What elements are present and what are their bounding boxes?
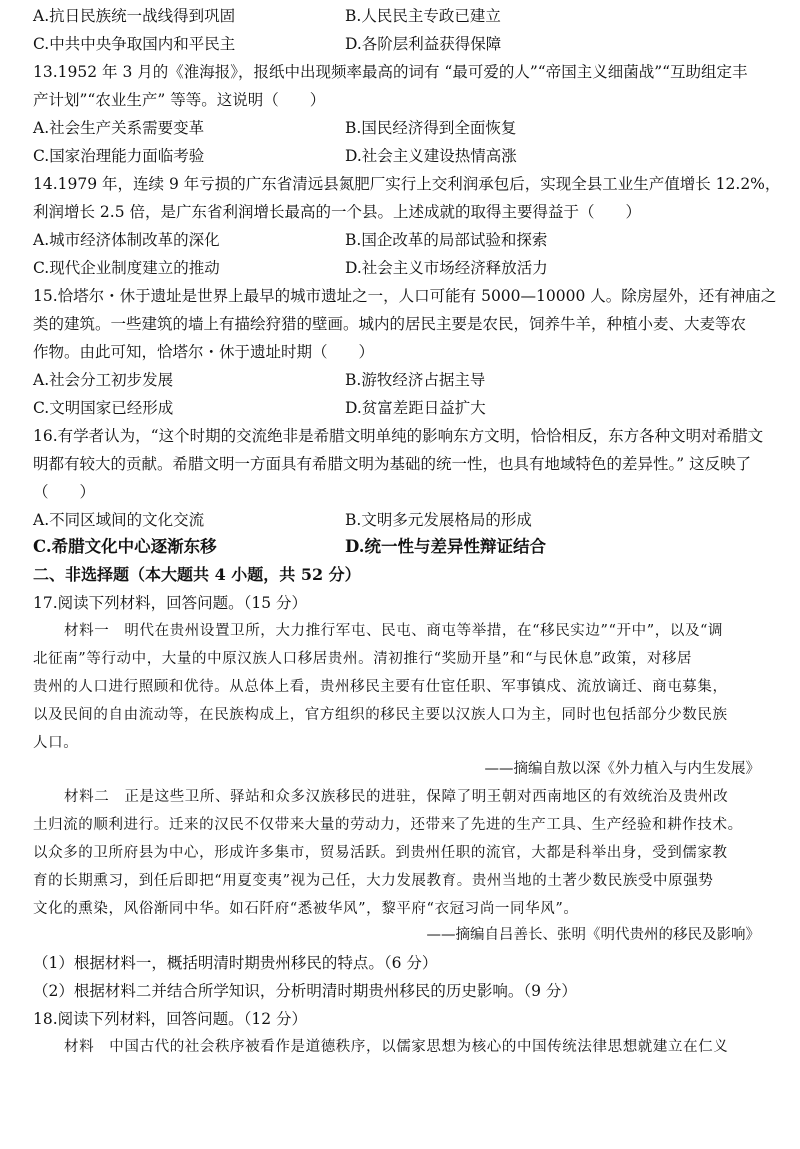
q17-material2-line-2: 土归流的顺利进行。迁来的汉民不仅带来大量的劳动力，还带来了先进的生产工具、生产经验和耕作技术。 [33, 817, 743, 833]
q17-material1-line-3: 贵州的人口进行照顾和优待。从总体上看，贵州移民主要有仕宦任职、军事镇戍、流放谪迁、商屯募集， [33, 679, 728, 695]
q13-stem-line-2: 产计划”“农业生产” 等等。这说明（ ） [33, 91, 326, 109]
section-heading: 二、非选择题（本大题共 4 小题，共 52 分） [33, 565, 361, 584]
q16-stem-line-1: 16.有学者认为，“这个时期的交流绝非是希腊文明单纯的影响东方文明，恰恰相反，东方各种文明对希腊文 [33, 427, 764, 445]
q16-stem-line-2: 明都有较大的贡献。希腊文明一方面具有希腊文明为基础的统一性，也具有地域特色的差异性。” 这反映了 [33, 455, 752, 473]
q12-option-b: B.人民民主专政已建立 [345, 7, 501, 25]
q17-material1-line-1: 材料一 明代在贵州设置卫所，大力推行军屯、民屯、商屯等举措，在“移民实边”“开中”，以及“调 [64, 623, 724, 639]
q12-option-d: D.各阶层利益获得保障 [345, 35, 502, 53]
q17-subquestion-1: （1）根据材料一，概括明清时期贵州移民的特点。（6 分） [33, 954, 438, 972]
q17-material1-line-5: 人口。 [33, 735, 79, 751]
q17-material2-line-1: 材料二 正是这些卫所、驿站和众多汉族移民的进驻，保障了明王朝对西南地区的有效统治及贵州改 [64, 789, 729, 805]
q16-option-c: C.希腊文化中心逐渐东移 [33, 537, 217, 556]
q17-source1: ——摘编自敖以深《外力植入与内生发展》 [484, 761, 760, 777]
q15-option-b: B.游牧经济占据主导 [345, 371, 486, 389]
q17-material1-line-4: 以及民间的自由流动等，在民族构成上，官方组织的移民主要以汉族人口为主，同时也包括部分少数民族 [33, 707, 728, 723]
q17-material2-line-5: 文化的熏染，风俗渐同中华。如石阡府“悉被华风”，黎平府“衣冠习尚一同华风”。 [33, 901, 579, 917]
q17-material2-line-4: 育的长期熏习，到任后即把“用夏变夷”视为己任，大力发展教育。贵州当地的土著少数民族受中原强势 [33, 873, 714, 889]
q17-material1-line-2: 北征南”等行动中，大量的中原汉族人口移居贵州。清初推行“奖励开垦”和“与民休息”政策，对移居 [33, 651, 693, 667]
q18-stem: 18.阅读下列材料，回答问题。（12 分） [33, 1010, 308, 1028]
q14-option-a: A.城市经济体制改革的深化 [33, 231, 220, 249]
q13-option-a: A.社会生产关系需要变革 [33, 119, 205, 137]
q12-option-c: C.中共中央争取国内和平民主 [33, 35, 236, 53]
q16-option-b: B.文明多元发展格局的形成 [345, 511, 532, 529]
q17-material2-line-3: 以众多的卫所府县为中心，形成许多集市，贸易活跃。到贵州任职的流官，大都是科举出身，受到儒家教 [33, 845, 728, 861]
q18-material-line-1: 材料 中国古代的社会秩序被看作是道德秩序，以儒家思想为核心的中国传统法律思想就建立在仁义 [64, 1039, 729, 1055]
q14-option-b: B.国企改革的局部试验和探索 [345, 231, 548, 249]
q17-stem: 17.阅读下列材料，回答问题。（15 分） [33, 594, 308, 612]
q15-stem-line-2: 类的建筑。一些建筑的墙上有描绘狩猎的壁画。城内的居民主要是农民，饲养牛羊，种植小麦、大麦等农 [33, 315, 747, 333]
q14-option-c: C.现代企业制度建立的推动 [33, 259, 220, 277]
q15-stem-line-3: 作物。由此可知，恰塔尔・休于遗址时期（ ） [33, 343, 375, 361]
q13-option-d: D.社会主义建设热情高涨 [345, 147, 517, 165]
q14-stem-line-2: 利润增长 2.5 倍，是广东省利润增长最高的一个县。上述成就的取得主要得益于（ ） [33, 203, 642, 221]
q15-stem-line-1: 15.恰塔尔・休于遗址是世界上最早的城市遗址之一，人口可能有 5000—10000 人。除房屋外，还有神庙之 [33, 287, 777, 305]
q14-option-d: D.社会主义市场经济释放活力 [345, 259, 548, 277]
q13-stem-line-1: 13.1952 年 3 月的《淮海报》，报纸中出现频率最高的词有 “最可爱的人”“帝国主义细菌战”“互助组定丰 [33, 63, 748, 81]
q17-source2: ——摘编自吕善长、张明《明代贵州的移民及影响》 [426, 927, 760, 943]
q15-option-a: A.社会分工初步发展 [33, 371, 174, 389]
q12-option-a: A.抗日民族统一战线得到巩固 [33, 7, 236, 25]
q15-option-c: C.文明国家已经形成 [33, 399, 174, 417]
q16-stem-line-3: （ ） [33, 483, 96, 501]
q15-option-d: D.贫富差距日益扩大 [345, 399, 486, 417]
q17-subquestion-2: （2）根据材料二并结合所学知识，分析明清时期贵州移民的历史影响。（9 分） [33, 982, 577, 1000]
q16-option-a: A.不同区域间的文化交流 [33, 511, 205, 529]
q13-option-b: B.国民经济得到全面恢复 [345, 119, 517, 137]
q13-option-c: C.国家治理能力面临考验 [33, 147, 205, 165]
q14-stem-line-1: 14.1979 年，连续 9 年亏损的广东省清远县氮肥厂实行上交利润承包后，实现全县工业生产值增长 12.2%， [33, 175, 781, 193]
q16-option-d: D.统一性与差异性辩证结合 [345, 537, 546, 556]
